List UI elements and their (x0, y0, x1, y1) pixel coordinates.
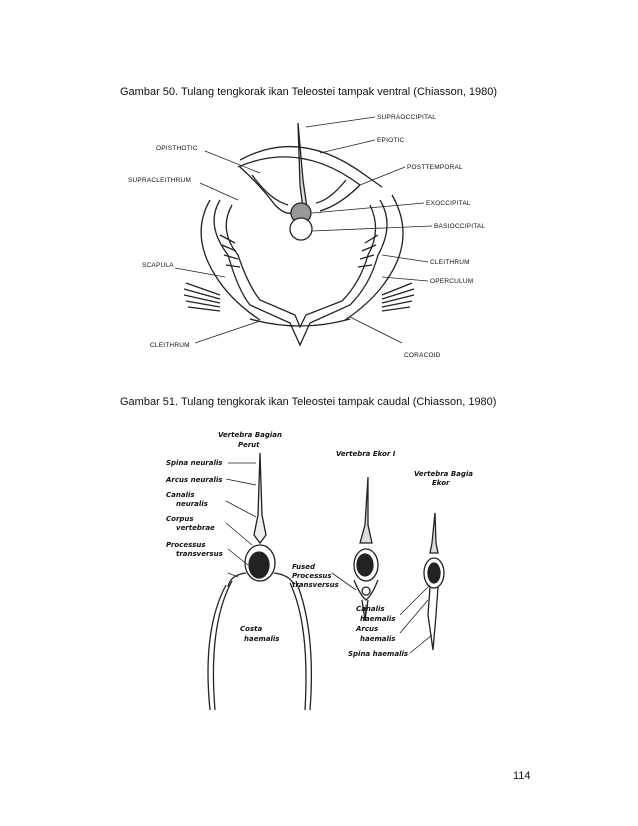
label-cleithrum-bottom: CLEITHRUM (150, 342, 190, 349)
label-canalis-haemalis-1: Canalis (356, 605, 385, 613)
label-processus-transversus-1: Processus (166, 541, 206, 549)
label-vertebra-ekor-2a: Vertebra Bagia (414, 470, 474, 478)
label-epiotic: EPIOTIC (377, 137, 405, 144)
label-vertebra-ekor-2b: Ekor (432, 479, 450, 487)
label-vertebra-perut-2: Perut (238, 441, 260, 449)
label-processus-transversus-2: transversus (176, 550, 223, 558)
label-arcus-neuralis: Arcus neuralis (166, 476, 223, 484)
label-fused-2: Processus (292, 572, 332, 580)
label-scapula: SCAPULA (142, 262, 174, 269)
label-costa-haemalis-1: Costa (240, 625, 263, 633)
label-corpus-vertebrae-1: Corpus (166, 515, 194, 523)
label-spina-neuralis: Spina neuralis (166, 459, 223, 467)
label-supraoccipital: SUPRAOCCIPITAL (377, 114, 437, 121)
label-spina-haemalis: Spina haemalis (348, 650, 409, 658)
figure-50-skull-ventral (120, 105, 520, 365)
label-arcus-haemalis-2: haemalis (360, 635, 396, 643)
label-fused-1: Fused (292, 563, 316, 571)
label-posttemporal: POSTTEMPORAL (407, 164, 463, 171)
figure-51-vertebrae-caudal (160, 425, 500, 725)
label-coracoid: CORACOID (404, 352, 441, 359)
figure-50-caption: Gambar 50. Tulang tengkorak ikan Teleostei tampak ventral (Chiasson, 1980) (120, 86, 498, 98)
label-vertebra-perut-1: Vertebra Bagian (218, 431, 283, 439)
label-vertebra-ekor-1: Vertebra Ekor I (336, 450, 396, 458)
label-supracleithrum: SUPRACLEITHRUM (128, 177, 192, 184)
label-costa-haemalis-2: haemalis (244, 635, 280, 643)
label-basioccipital: BASIOCCIPITAL (434, 223, 486, 230)
label-canalis-neuralis-2: neuralis (176, 500, 208, 508)
label-operculum: OPERCULUM (430, 278, 474, 285)
figure-51-caption: Gambar 51. Tulang tengkorak ikan Teleostei tampak caudal (Chiasson, 1980) (120, 396, 497, 408)
label-canalis-neuralis-1: Canalis (166, 491, 195, 499)
label-corpus-vertebrae-2: vertebrae (176, 524, 215, 532)
label-cleithrum-right: CLEITHRUM (430, 259, 470, 266)
page-number: 114 (513, 770, 531, 782)
label-canalis-haemalis-2: haemalis (360, 615, 396, 623)
label-opisthotic: OPISTHOTIC (156, 145, 198, 152)
label-exoccipital: EXOCCIPITAL (426, 200, 471, 207)
label-arcus-haemalis-1: Arcus (356, 625, 379, 633)
label-fused-3: transversus (292, 581, 339, 589)
